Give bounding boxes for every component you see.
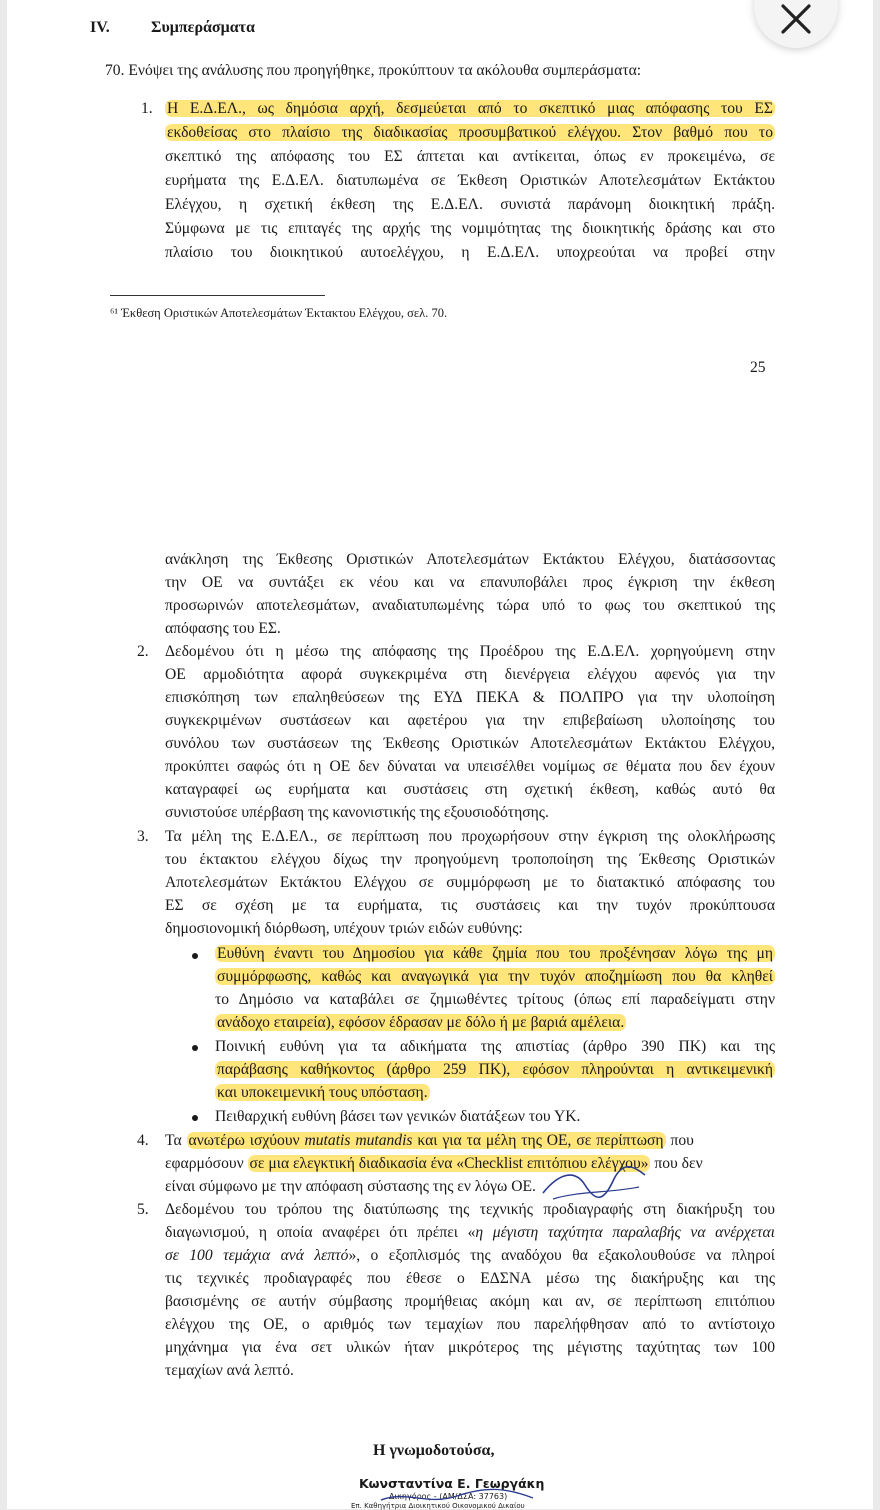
highlighted-text: ανάδοχο εταιρεία), εφόσον έδρασαν με δόλο ή με βαριά αμέλεια.: [217, 1014, 625, 1031]
item-1-number: 1.: [141, 100, 153, 117]
text-line: δημοσιονομική διόρθωση, υπέχουν τριών ειδών ευθύνης:: [165, 920, 523, 937]
text-line: συνόλου των συστάσεων της Έκθεσης Οριστικών Αποτελεσμάτων Εκτάκτου Ελέγχου,: [165, 735, 775, 752]
stamp-name: Κωνσταντίνα Ε. Γεωργάκη: [359, 1476, 545, 1491]
text-span: εφαρμόσουν: [165, 1155, 248, 1172]
highlighted-text: Ευθύνη έναντι του Δημοσίου για κάθε ζημία που του προξένησαν λόγω της μη: [217, 945, 773, 962]
text-span: που: [665, 1132, 694, 1149]
text-span: διαγωνισμού, η οποία αναφέρει ότι πρέπει «: [165, 1224, 476, 1241]
text-span: », ο εξοπλισμός της αναδόχου θα εξακολουθούσε να πληροί: [348, 1247, 775, 1264]
conclusions-intro: 70. Ενόψει της ανάλυσης που προηγήθηκε, προκύπτουν τα ακόλουθα συμπεράσματα:: [105, 62, 642, 79]
highlighted-text: Η Ε.Δ.ΕΛ., ως δημόσια αρχή, δεσμεύεται από το σκεπτικό μιας απόφασης του ΕΣ: [167, 100, 773, 117]
text-line: ΕΣ σε σχέση με τα ευρήματα, τις συστάσεις και την τυχόν προκύπτουσα: [165, 897, 775, 914]
text-line: πλαίσιο του διοικητικού αυτοελέγχου, η Ε.Δ.ΕΛ. υποχρεούται να προβεί στην: [165, 244, 775, 261]
text-line: σκεπτικό της απόφασης του ΕΣ άπτεται και αντίκειται, όπως εν προκειμένω, σε: [165, 148, 775, 165]
handwritten-signature: [377, 1486, 537, 1508]
text-line: τις τεχνικές προδιαγραφές που έθεσε ο ΕΔΣΝΑ μέσω της διακήρυξης και της: [165, 1270, 775, 1287]
text-line: συνιστούσε υπέρβαση της κανονιστικής της εξουσιοδότησης.: [165, 804, 549, 821]
item-2-number: 2.: [137, 643, 149, 660]
section-title: Συμπεράσματα: [151, 19, 255, 36]
bullet-marker: [192, 953, 198, 959]
text-line: απόφασης του ΕΣ.: [165, 620, 281, 637]
section-number: IV.: [90, 19, 110, 36]
item-3-number: 3.: [137, 828, 149, 845]
text-line: τεμαχίων ανά λεπτό.: [165, 1362, 294, 1379]
text-line: μηχάνημα για ένα σετ υλικών ήταν μικρότερος της μέγιστης ταχύτητας των 100: [165, 1339, 775, 1356]
document-page-25: [7, 0, 873, 428]
text-line: Ελέγχου, η σχετική έκθεση της Ε.Δ.ΕΛ. συνιστά παράνομη διοικητική πράξη.: [165, 196, 775, 213]
text-line: ανάκληση της Έκθεσης Οριστικών Αποτελεσμάτων Εκτάκτου Ελέγχου, διατάσσοντας: [165, 551, 775, 568]
text-line: Τα μέλη της Ε.Δ.ΕΛ., σε περίπτωση που προχωρήσουν στην έγκριση της ολοκλήρωσης: [165, 828, 775, 845]
italic-term: mutatis mutandis: [304, 1132, 413, 1149]
footnote-separator: [110, 295, 325, 296]
text-line: προκύπτει σαφώς ότι η ΟΕ δεν δύναται να υπεισέλθει νομίμως σε θέματα που δεν έχουν: [165, 758, 775, 775]
text-line: ελέγχου της ΟΕ, ο αριθμός των τεμαχίων που παρελήφθησαν από το αντίστοιχο: [165, 1316, 775, 1333]
text-line: προσωρινών αποτελεσμάτων, αναδιατυπωμένης τώρα υπό το φως του σκεπτικού της: [165, 597, 775, 614]
highlighted-text: παράβασης καθήκοντος (άρθρο 259 ΠΚ), εφόσον πληρούνται η αντικειμενική: [217, 1061, 773, 1078]
text-line: Ποινική ευθύνη για τα αδικήματα της απιστίας (άρθρο 390 ΠΚ) και της: [215, 1038, 775, 1055]
text-line: ευρήματα της Ε.Δ.ΕΛ. διατυπωμένα σε Έκθεση Οριστικών Αποτελεσμάτων Εκτάκτου: [165, 172, 775, 189]
bullet-3-disciplinary-liability: Πειθαρχική ευθύνη βάσει των γενικών διατάξεων του ΥΚ.: [215, 1108, 581, 1125]
close-icon: [779, 2, 813, 36]
item-5-number: 5.: [137, 1201, 149, 1218]
text-line: καταγραφεί ως ευρήματα και συστάσεις στη σχετική έκθεση, καθώς αυτό θα: [165, 781, 775, 798]
text-line: Δεδομένου του τρόπου της διατύπωσης της τεχνικής προδιαγραφής στη διακήρυξη του: [165, 1201, 775, 1218]
bullet-marker: [192, 1115, 198, 1121]
text-line: ΟΕ αρμοδιότητα αφορά συγκεκριμένα στη διενέργεια ελέγχου αφενός για την: [165, 666, 775, 683]
highlighted-text: [187, 1132, 666, 1149]
page-number: 25: [750, 359, 766, 376]
italic-quote: η μέγιστη ταχύτητα παραλαβής να ανέρχεται: [475, 1224, 775, 1241]
text-line: το Δημόσιο να καταβάλει σε ζημιωθέντες τρίτους (όπως επί παραδείγματι στην: [215, 991, 775, 1008]
text-line: επισκόπηση των επαληθεύσεων της ΕΥΔ ΠΕΚΑ & ΠΟΛΠΡΟ για την υλοποίηση: [165, 689, 775, 706]
italic-quote: σε 100 τεμάχια ανά λεπτό: [165, 1247, 349, 1264]
text-line: την ΟΕ να συντάξει εκ νέου και να επανυποβάλει προς έγκριση την έκθεση: [165, 574, 775, 591]
text-line: συγκεκριμένων συστάσεων και αφετέρου για την επιβεβαίωση υλοποίησης του: [165, 712, 775, 729]
stamp-subtitle: Επ. Καθηγήτρια Διοικητικού Οικονομικού Δικαίου: [351, 1502, 525, 1510]
item-4-number: 4.: [137, 1132, 149, 1149]
highlighted-text: συμμόρφωσης, καθώς και αναγωγικά για την τυχόν αποζημίωση που θα κληθεί: [217, 968, 773, 985]
text-span: ανωτέρω ισχύουν: [188, 1132, 305, 1149]
text-line: βασισμένης σε αυτήν σύμβασης προμήθειας ακόμη και αν, σε περίπτωση επιτόπιου: [165, 1293, 775, 1310]
closing-salutation: Η γνωμοδοτούσα,: [373, 1442, 495, 1459]
text-span: και για τα μέλη της ΟΕ, σε περίπτωση: [412, 1132, 664, 1149]
bullet-marker: [192, 1045, 198, 1051]
document-page-26: [7, 428, 873, 1509]
stamp-role: Δικηγόρος - (ΑΜ/ΔΣΑ: 37763): [389, 1492, 508, 1501]
text-span: που δεν: [650, 1155, 703, 1172]
text-line: Σύμφωνα με τις επιταγές της αρχής της νομιμότητας της διοικητικής δράσης και στο: [165, 220, 775, 237]
text-line: Αποτελεσμάτων Εκτάκτου Ελέγχου σε συμμόρφωση με το διατακτικό απόφασης του: [165, 874, 775, 891]
footnote: ⁶¹ Έκθεση Οριστικών Αποτελεσμάτων Έκτακτου Ελέγχου, σελ. 70.: [110, 306, 448, 320]
text-line: του έκτακτου ελέγχου δίχως την προηγούμενη τροποποίηση της Έκθεσης Οριστικών: [165, 851, 775, 868]
highlighted-text: σε μια ελεγκτική διαδικασία ένα «Checklist επιτόπιου ελέγχου»: [249, 1155, 649, 1172]
text-span: Τα: [165, 1132, 187, 1149]
text-line: Δεδομένου ότι η μέσω της απόφασης της Προέδρου της Ε.Δ.ΕΛ. χορηγούμενη στην: [165, 643, 775, 660]
highlighted-text: και υποκειμενική τους υπόσταση.: [217, 1084, 428, 1101]
text-line: είναι σύμφωνο με την απόφαση σύστασης της εν λόγω ΟΕ.: [165, 1178, 536, 1195]
highlighted-text: εκδοθείσας στο πλαίσιο της διαδικασίας προσυμβατικού ελέγχου. Στον βαθμό που το: [167, 124, 773, 141]
